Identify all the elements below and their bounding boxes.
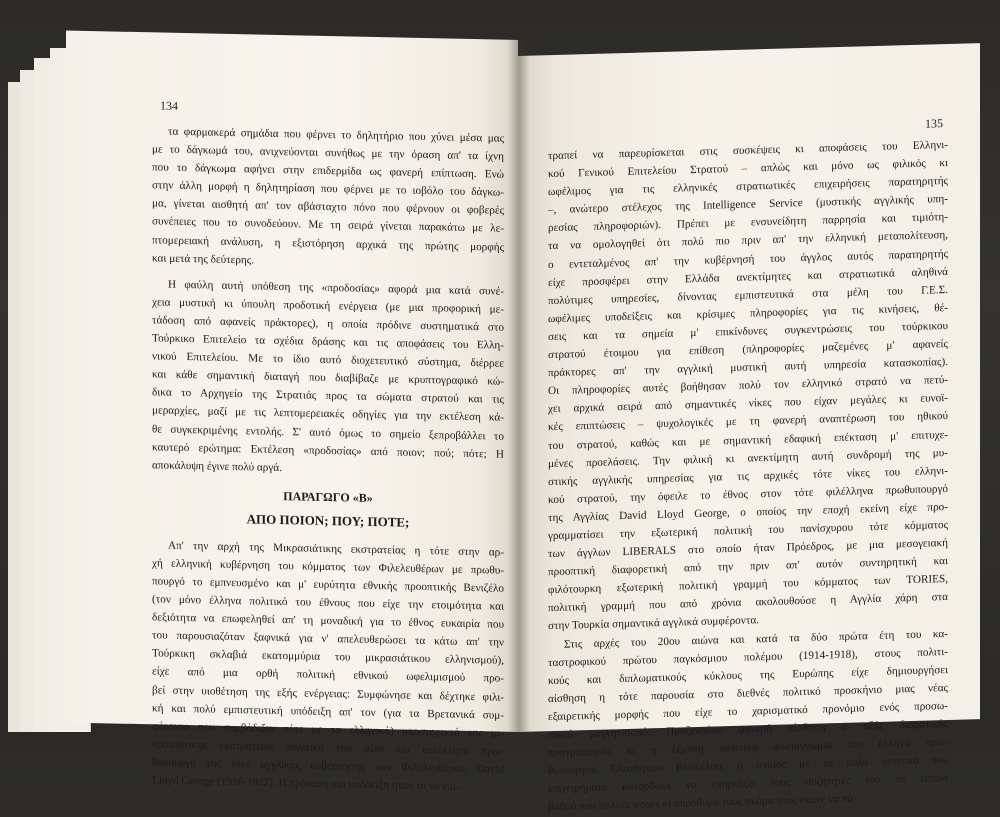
text-line: ωφέλιμες υποδείξεις και κρίσιμες πληροφορίες για τις κινήσεις, θέ-: [548, 301, 948, 326]
text-line: χει αρχικά σειρά από σημαντικές νίκες που είχαν μεγάλες κι ευνοϊ-: [548, 392, 948, 416]
text-line: θε συγκεκριμένης εντολής. Σ' αυτό όμως το σημείο ξεπροβάλλει το: [152, 422, 504, 443]
text-line: και μετά της δεύτερης.: [152, 251, 254, 267]
text-line: κρασιάτικης εκστρατείας πολιτικό του φίλο και φιλέλληνα πρω-: [152, 738, 504, 758]
text-line: δικα το Αρχηγείο της Στρατιάς προς τα σώματα στρατού και τις: [152, 386, 504, 407]
text-line: φιλότουρκη εξωτερική πολιτική γραμμή του κόμματος των TORIES,: [548, 573, 948, 597]
text-line: αποκάλυψη έγινε πολύ αργά.: [152, 459, 282, 474]
text-line: μένες προελάσεις. Την φιλική κι ανεκτίμητη αυτή συνδρομή της μυ-: [548, 446, 948, 470]
text-line: Η φαύλη αυτή υπόθεση της «προδοσίας» αφορά μια κατά συνέ-: [168, 278, 504, 298]
text-line: κή και πολύ εμπιστευτική υπόδειξη απ' τον (για τα Βρετανικά συμ-: [152, 701, 504, 722]
text-line: πράκτορες απ' την αγγλική μυστική αυτή υπηρεσία κατασκοπίας).: [548, 356, 948, 380]
text-line: βεί στην υιοθέτηση της εξής ενέργειας: Συμφώνησε και δέχτηκε φιλι-: [152, 683, 504, 704]
text-line: φέροντα που συμβάδιζαν τότε με τα ελληνικά) υποστηρικτή της μι-: [152, 720, 504, 740]
text-line: Lloyd George (1916-1922). Η πρόταση και υπόδειξη ήταν το να επι-: [152, 774, 460, 793]
page-number: 135: [925, 116, 943, 131]
text-line: πικού μαγνητισμού. Προξενούσε φανερή αίσθηση ο οξύς διορατικός: [548, 717, 948, 742]
text-line: πολύτιμες υπηρεσίες, δίνοντας εμπιστευτικά στα μέλη του Γ.Ε.Σ.: [548, 283, 948, 307]
text-line: της Αγγλίας David Lloyd George, ο οποίος την εποχή εκείνη είχε προ-: [548, 500, 948, 525]
text-line: είχε από μια ορθή πολιτική εθνικού ωφελιμισμού προ-: [152, 665, 504, 686]
text-line: σεις και τα σημεία μ' επικίνδυνες συγκεντρώσεις του τούρκικου: [548, 319, 948, 344]
text-line: Στις αρχές του 20ου αιώνα και κατά τα δύο πρώτα έτη του κα-: [564, 627, 948, 651]
text-line: θυπουργό της τότε αγγλικής κυβέρνησης των Φιλελευθέρων David: [152, 756, 504, 776]
text-line: στην Τουρκία σημαντικά αγγλικά συμφέροντα.: [548, 614, 759, 633]
left-page-text: [152, 122, 504, 796]
text-line: θυπουργού Ελευθέριου Βενιζέλου, ο οποίος με τα πολύ πειστικά του: [548, 754, 948, 778]
text-line: πτομερειακή ανάλυση, η εξιστόρηση αρχικά της πρώτης μορφής: [152, 233, 504, 254]
text-line: Τούρκικη σκλαβιά εκατομμύρια του μικρασιάτικου ελληνισμού),: [152, 647, 504, 668]
text-line: πραγματισμός κι η έξυπνη πολιτική φυσιογνωμία του έλληνα πρω-: [548, 736, 948, 760]
section-heading: ΑΠΟ ΠΟΙΟΝ; ΠΟΥ; ΠΟΤΕ;: [246, 511, 410, 530]
text-line: προοπτική διαφορετική από την πριν απ' αυτόν συντηρητική και: [548, 555, 948, 579]
text-line: νικού Επιτελείου. Με το ίδιο αυτό διοχετευτικό σύστημα, διέρρεε: [152, 350, 504, 370]
text-line: είχε προσφέρει στην Ελλάδα ανεκτίμητες και στρατιωτικά αληθινά: [548, 265, 948, 289]
text-line: χή ελληνική κυβέρνηση του κόμματος των Φιλελευθέρων με πρωθυ-: [152, 557, 504, 577]
text-line: του παρουσιαζόταν ξαφνικά για ν' απελευθερώσει τα κάτω απ' την: [152, 629, 504, 649]
text-line: τα φαρμακερά σημάδια που φέρνει το δηλητήριο που χύνει μέσα μας: [168, 125, 504, 145]
text-line: χεια μυστική κι ύπουλη προδοτική ενέργεια (με μια προφορική με-: [152, 296, 504, 316]
text-line: κούς και διπλωματικούς κύκλους της Ευρώπης είχε δημιουργήσει: [548, 663, 948, 687]
text-line: γραμματίσει την εξωτερική πολιτική του πανίσχυρου τότε κόμματος: [548, 518, 948, 543]
text-line: –, ανώτερο στέλεχος της Intelligence Service (μυστικής αγγλικής υπη-: [548, 193, 948, 217]
text-line: καυτερό ερώτημα: Εκτέλεση «προδοσίας» από ποιον; πού; πότε; Η: [152, 440, 504, 461]
text-line: ωφέλιμος για τις ελληνικές στρατιωτικές επιχειρήσεις παρατηρητής: [548, 175, 948, 199]
text-line: ταστροφικού πρώτου παγκόσμιου πολέμου (1914-1918), στους πολιτι-: [548, 645, 948, 669]
text-line: και κάθε σημαντική διαταγή που διαβίβαζε με κρυπτογραφικό κώ-: [152, 368, 504, 388]
text-line: κές επιπτώσεις – ψυχολογικές με τη φανερή αναπτέρωση του ηθικού: [548, 410, 948, 434]
text-line: των άγγλων LIBERALS στο οποίο ήταν Πρόεδρος, με μια μεσογειακή: [548, 537, 948, 561]
text-line: δεξιότητα να επωφεληθεί απ' τη μοναδική για το έθνος ευκαιρία που: [152, 611, 504, 631]
page-number: 134: [160, 98, 178, 113]
text-line: τραπεί να παρευρίσκεται στις συσκέψεις κι αποφάσεις του Ελληνι-: [548, 138, 948, 163]
book-gutter: [508, 40, 530, 732]
text-line: μεραρχίες, μαζί με τις λεπτομερειακές οδηγίες για την εκτέλεση κά-: [152, 404, 504, 425]
text-line: πουργό το εμπνευσμένο και μ' ευρύτητα εθνικής προοπτικής Βενιζέλο: [152, 575, 504, 595]
text-line: Απ' την αρχή της Μικρασιάτικης εκστρατείας η τότε στην αρ-: [168, 539, 504, 559]
text-line: που το δάγκωμα αφήνει στην επιδερμίδα ως φανερή επίπτωση. Ενώ: [152, 161, 504, 181]
text-line: (τον μόνο έλληνα πολιτικό του έθνους που είχε την ετοιμότητα και: [152, 593, 504, 613]
text-line: ο εντεταλμένος απ' την κυβέρνησή του άγγλος αυτός παρατηρητής: [548, 247, 948, 271]
text-line: εξαιρετικής μορφής που είχε το χαρισματικό προνόμιο ενός προσω-: [548, 699, 948, 724]
text-line: συνέπειες που το συνοδεύουν. Με τη σειρά γίνεται παρακάτω με λε-: [152, 215, 504, 236]
text-line: βαθμό που πολλές φορές κι απρόθυμα τους ακόμα τους έκανε να πα-: [548, 792, 857, 814]
text-line: στην άλλη μορφή η δηλητηρίαση που φέρνει με το ιοβόλο του δάγκω-: [152, 179, 504, 199]
text-line: μα, γίνεται αισθητή απ' τον αβάσταχτο πόνο που φέρνουν οι φοβερές: [152, 197, 504, 218]
text-line: αίσθηση η τότε παρουσία στο διεθνές πολιτικό προσκήνιο μιας νέας: [548, 681, 948, 705]
text-line: τα να ομολογηθεί ότι πολύ πιο πριν απ' την ελληνική μεταπολίτευση,: [548, 229, 948, 253]
text-line: επιχειρήματα κατόρθωνε να επηρεάζει τους συζητητές του σε τέτοιο: [548, 772, 948, 796]
right-page-text: [548, 136, 948, 817]
text-line: κού Γενικού Επιτελείου Στρατού – απλώς και μόνο ως φιλικός κι: [548, 157, 948, 181]
text-line: του στρατού, καθώς και με σημαντική εδαφική επέκταση μ' επιτυχε-: [548, 428, 948, 452]
text-line: πολιτική γραμμή που από χρόνια ακολουθούσε η Αγγλία χάρη στα: [548, 591, 948, 615]
text-line: ρεσίας πληροφοριών). Πρέπει με ενσυνείδητη παρρησία και τιμιότη-: [548, 211, 948, 235]
text-line: στικής αγγλικής υπηρεσίας για τις αρχικές τότε νίκες του ελληνι-: [548, 464, 948, 488]
right-page: [518, 43, 980, 814]
text-line: Οι πληροφορίες αυτές βοήθησαν πολύ τον ελληνικό στρατό να πετύ-: [548, 374, 948, 398]
text-line: κού στρατού, την όφειλε το έθνος στον τότε φιλέλληνα πρωθυπουργό: [548, 482, 948, 506]
section-heading: ΠΑΡΑΓΩΓΟ «Β»: [283, 488, 373, 505]
text-line: με το δάγκωμά του, ανιχνεύονται συνήθως με την όραση απ' τα ίχνη: [152, 143, 504, 163]
text-line: στρατού έτοιμου για επίθεση (πληροφορίες μαζεμένες μ' αφανείς: [548, 338, 948, 362]
text-line: Τούρκικο Επιτελείο τα σχέδια δράσης και τις αποφάσεις του Ελλη-: [152, 332, 504, 352]
left-page: [66, 31, 518, 793]
text-line: τάδοση από αφανείς πράκτορες), η οποία πρόδινε συστηματικά στο: [152, 314, 504, 334]
